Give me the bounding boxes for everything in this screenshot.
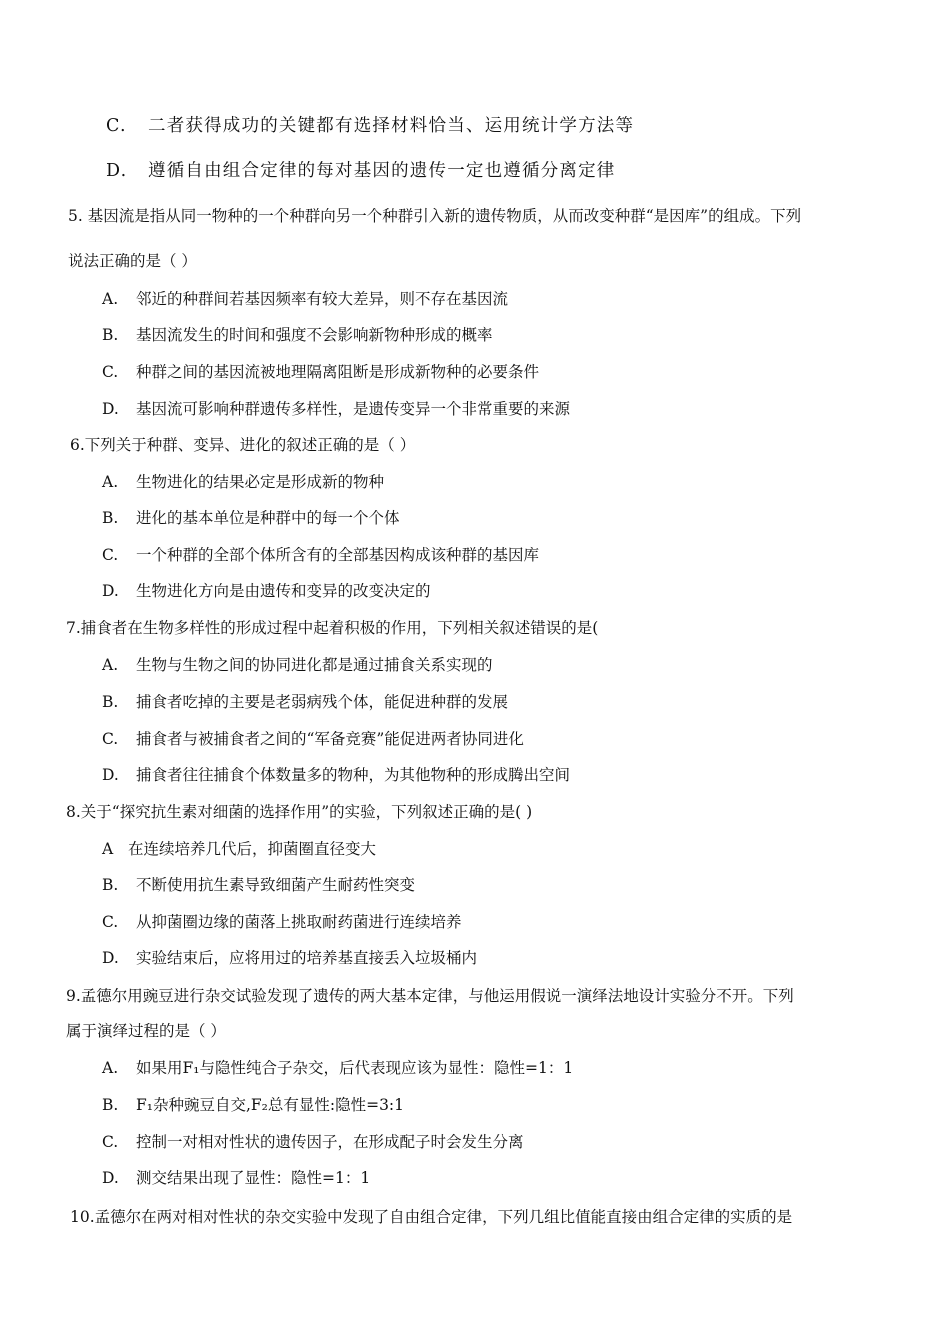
option-letter: D.: [102, 766, 119, 784]
option-letter: D.: [102, 949, 119, 967]
option-text: 基因流可影响种群遗传多样性，是遗传变异一个非常重要的来源: [136, 400, 571, 418]
option-text: 邻近的种群间若基因频率有较大差异，则不存在基因流: [136, 290, 509, 308]
option-text: 生物与生物之间的协同进化都是通过捕食关系实现的: [136, 656, 493, 674]
q9-option-c: [102, 1132, 524, 1152]
option-letter: D.: [102, 582, 119, 600]
option-text: 二者获得成功的关键都有选择材料恰当、运用统计学方法等: [148, 116, 635, 136]
option-letter: A.: [102, 290, 119, 308]
option-text: 进化的基本单位是种群中的每一个个体: [136, 509, 400, 527]
option-letter: B.: [102, 1096, 119, 1114]
q8-option-b: [102, 875, 415, 895]
q7-option-c: [102, 729, 524, 749]
q9-option-a: [102, 1058, 573, 1078]
option-letter: D.: [102, 1169, 119, 1187]
q6-option-c: [102, 545, 539, 565]
q5-option-c: [102, 362, 539, 382]
q9-option-d: [102, 1168, 370, 1188]
option-letter: C.: [102, 546, 119, 564]
option-text: 如果用F₁与隐性纯合子杂交，后代表现应该为显性：隐性=1：1: [136, 1059, 574, 1077]
option-text: 一个种群的全部个体所含有的全部基因构成该种群的基因库: [136, 546, 540, 564]
option-letter: C.: [102, 363, 119, 381]
option-letter: D.: [106, 161, 128, 181]
option-text: 捕食者往往捕食个体数量多的物种，为其他物种的形成腾出空间: [136, 766, 571, 784]
option-text: 实验结束后，应将用过的培养基直接丢入垃圾桶内: [136, 949, 478, 967]
option-text: 生物进化方向是由遗传和变异的改变决定的: [136, 582, 431, 600]
option-letter: C.: [102, 1133, 119, 1151]
q6-option-b: [102, 508, 400, 528]
question-5-stem-line1: 5. 基因流是指从同一物种的一个种群向另一个种群引入新的遗传物质，从而改变种群“是因库”的组成。下列: [68, 207, 802, 225]
option-letter: A.: [102, 656, 119, 674]
option-letter: A: [102, 840, 114, 858]
q8-option-c: [102, 912, 462, 932]
option-text: 在连续培养几代后，抑菌圈直径变大: [128, 840, 377, 858]
q8-option-a: [102, 839, 376, 859]
option-text: 测交结果出现了显性：隐性=1：1: [136, 1169, 371, 1187]
q9-option-b: [102, 1095, 404, 1115]
option-c: [106, 116, 634, 136]
option-text: 捕食者与被捕食者之间的“军备竞赛”能促进两者协同进化: [136, 730, 524, 748]
option-text: 捕食者吃掉的主要是老弱病残个体，能促进种群的发展: [136, 693, 509, 711]
question-7-stem: 7.捕食者在生物多样性的形成过程中起着积极的作用，下列相关叙述错误的是(: [66, 619, 599, 637]
option-letter: B.: [102, 509, 119, 527]
option-text: 不断使用抗生素导致细菌产生耐药性突变: [136, 876, 416, 894]
q6-option-d: [102, 581, 431, 601]
q5-option-d: [102, 399, 570, 419]
option-letter: C.: [106, 116, 127, 136]
option-letter: D.: [102, 400, 119, 418]
q7-option-d: [102, 765, 570, 785]
question-6-stem: 6.下列关于种群、变异、进化的叙述正确的是（ ）: [70, 436, 416, 454]
q5-option-b: [102, 325, 493, 345]
option-letter: C.: [102, 913, 119, 931]
option-letter: B.: [102, 326, 119, 344]
option-letter: A.: [102, 473, 119, 491]
option-text: 从抑菌圈边缘的菌落上挑取耐药菌进行连续培养: [136, 913, 462, 931]
option-letter: A.: [102, 1059, 119, 1077]
option-letter: B.: [102, 876, 119, 894]
q8-option-d: [102, 948, 477, 968]
option-text: F₁杂种豌豆自交,F₂总有显性:隐性=3:1: [136, 1096, 405, 1114]
question-8-stem: 8.关于“探究抗生素对细菌的选择作用”的实验，下列叙述正确的是( ): [66, 803, 533, 821]
option-letter: C.: [102, 730, 119, 748]
option-text: 控制一对相对性状的遗传因子，在形成配子时会发生分离: [136, 1133, 524, 1151]
q7-option-b: [102, 692, 508, 712]
option-text: 生物进化的结果必定是形成新的物种: [136, 473, 385, 491]
question-10-stem: 10.孟德尔在两对相对性状的杂交实验中发现了自由组合定律，下列几组比值能直接由组合定律的实质的是: [70, 1208, 793, 1226]
question-9-stem-line1: 9.孟德尔用豌豆进行杂交试验发现了遗传的两大基本定律，与他运用假说一演绎法地设计实验分不开。下列: [66, 987, 794, 1005]
q7-option-a: [102, 655, 493, 675]
option-letter: B.: [102, 693, 119, 711]
q6-option-a: [102, 472, 384, 492]
q5-option-a: [102, 289, 508, 309]
option-text: 种群之间的基因流被地理隔离阻断是形成新物种的必要条件: [136, 363, 540, 381]
option-text: 遵循自由组合定律的每对基因的遗传一定也遵循分离定律: [148, 161, 616, 181]
option-d: [106, 161, 616, 181]
option-text: 基因流发生的时间和强度不会影响新物种形成的概率: [136, 326, 493, 344]
question-9-stem-line2: 属于演绎过程的是（ ）: [66, 1022, 226, 1040]
question-5-stem-line2: 说法正确的是（ ）: [68, 252, 197, 270]
